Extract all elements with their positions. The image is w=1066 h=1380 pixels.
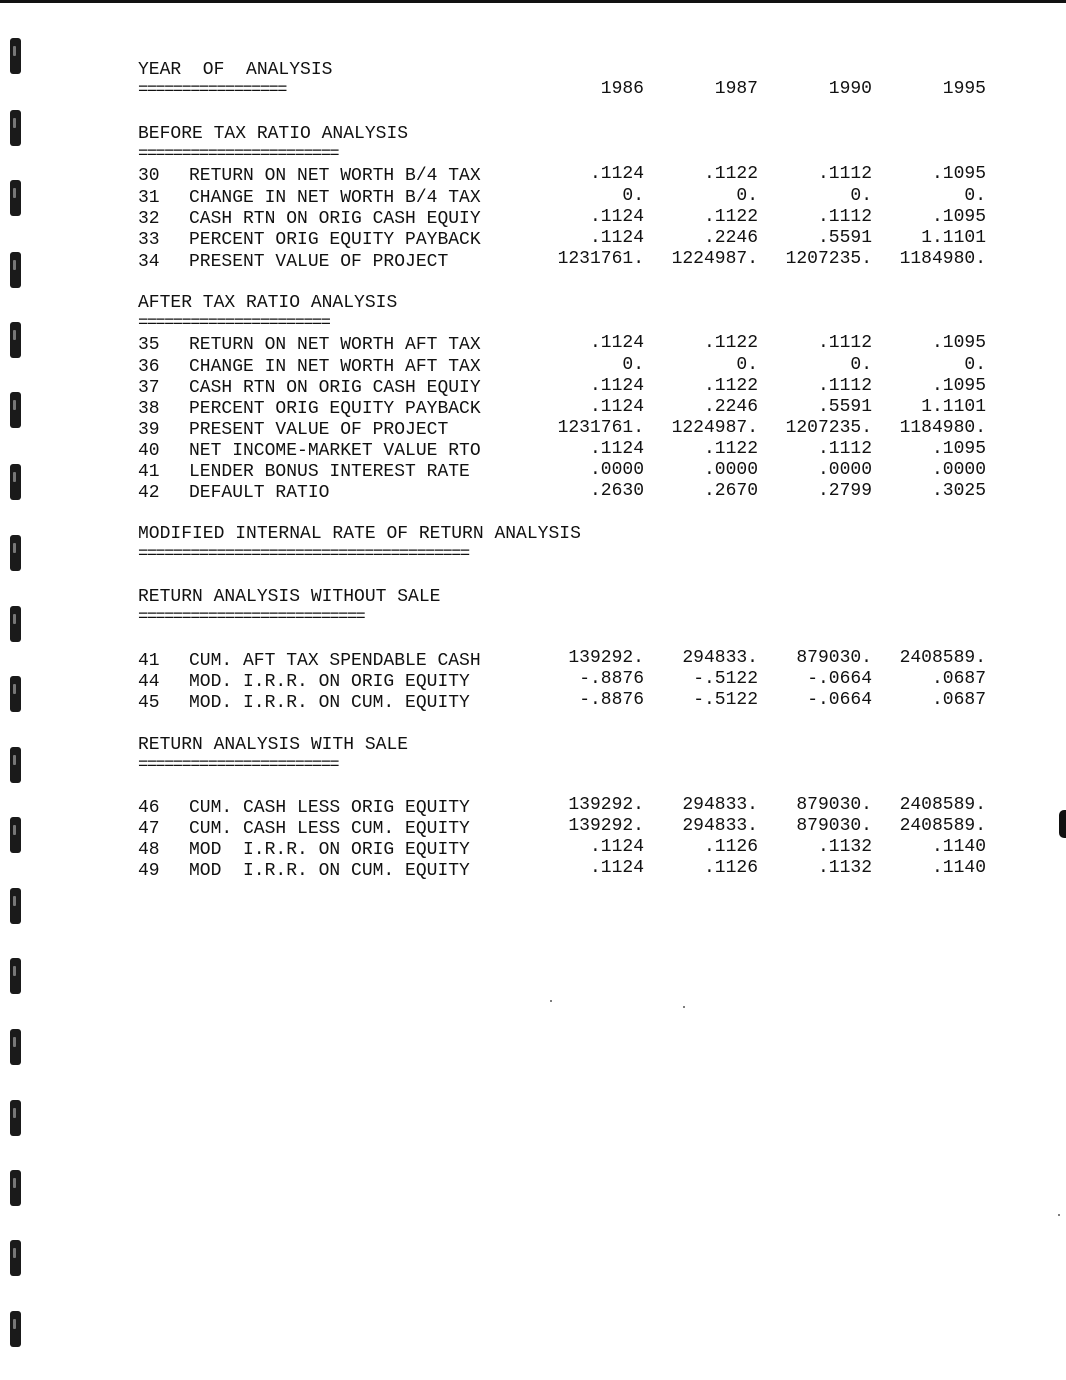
row-label: DEFAULT RATIO — [189, 483, 330, 503]
row-number: 46 — [138, 798, 160, 818]
row-value: .1124 — [589, 376, 644, 396]
row-number: 41 — [138, 651, 160, 671]
row-value: 1207235. — [785, 418, 872, 438]
row-value: 294833. — [682, 816, 758, 836]
row-value: .1112 — [817, 439, 872, 459]
row-value: .0000 — [931, 460, 986, 480]
row-number: 30 — [138, 166, 160, 186]
section-title: RETURN ANALYSIS WITHOUT SALE — [138, 587, 441, 607]
row-value: 1184980. — [899, 418, 986, 438]
row-value: .1124 — [589, 837, 644, 857]
row-value: .1126 — [703, 858, 758, 878]
row-value: -.5122 — [693, 690, 758, 710]
section-rule: ====================== — [138, 314, 330, 333]
row-value: -.0664 — [807, 690, 872, 710]
row-label: CASH RTN ON ORIG CASH EQUIY — [189, 378, 481, 398]
section-rule: ========================== — [138, 608, 365, 627]
row-value: .1124 — [589, 333, 644, 353]
row-value: .5591 — [817, 228, 872, 248]
binder-hole — [10, 817, 21, 853]
row-value: .2670 — [703, 481, 758, 501]
binder-hole — [10, 1029, 21, 1065]
row-label: PRESENT VALUE OF PROJECT — [189, 252, 449, 272]
row-label: PERCENT ORIG EQUITY PAYBACK — [189, 230, 481, 250]
row-value: .1112 — [817, 164, 872, 184]
binder-hole — [10, 676, 21, 712]
binder-hole — [10, 110, 21, 146]
row-label: MOD. I.R.R. ON ORIG EQUITY — [189, 672, 470, 692]
row-value: .2246 — [703, 228, 758, 248]
row-value: 1.1101 — [921, 228, 986, 248]
row-number: 32 — [138, 209, 160, 229]
row-value: .1095 — [931, 333, 986, 353]
row-label: CHANGE IN NET WORTH B/4 TAX — [189, 188, 481, 208]
row-value: .1122 — [703, 333, 758, 353]
row-value: 1.1101 — [921, 397, 986, 417]
report-title: YEAR OF ANALYSIS — [138, 60, 333, 80]
row-label: LENDER BONUS INTEREST RATE — [189, 462, 470, 482]
row-value: 879030. — [796, 816, 872, 836]
row-value: .1132 — [817, 858, 872, 878]
row-value: 2408589. — [899, 648, 986, 668]
row-value: .5591 — [817, 397, 872, 417]
row-value: 0. — [964, 355, 986, 375]
row-label: CUM. CASH LESS CUM. EQUITY — [189, 819, 470, 839]
row-value: 1224987. — [671, 418, 758, 438]
row-number: 31 — [138, 188, 160, 208]
row-value: 0. — [736, 186, 758, 206]
binder-hole — [10, 252, 21, 288]
row-value: .0687 — [931, 690, 986, 710]
row-number: 35 — [138, 335, 160, 355]
row-label: NET INCOME-MARKET VALUE RTO — [189, 441, 481, 461]
row-number: 36 — [138, 357, 160, 377]
row-label: CHANGE IN NET WORTH AFT TAX — [189, 357, 481, 377]
row-number: 33 — [138, 230, 160, 250]
row-value: 294833. — [682, 648, 758, 668]
title-rule: ================= — [138, 81, 286, 100]
row-value: .1124 — [589, 164, 644, 184]
row-value: 0. — [964, 186, 986, 206]
row-value: 0. — [622, 186, 644, 206]
binder-hole — [10, 747, 21, 783]
row-number: 37 — [138, 378, 160, 398]
section-title: MODIFIED INTERNAL RATE OF RETURN ANALYSIS — [138, 524, 581, 544]
binder-hole — [10, 180, 21, 216]
row-value: .1095 — [931, 207, 986, 227]
row-value: .0000 — [817, 460, 872, 480]
row-value: -.8876 — [579, 690, 644, 710]
row-value: -.5122 — [693, 669, 758, 689]
row-value: .1095 — [931, 376, 986, 396]
row-value: .1122 — [703, 376, 758, 396]
row-number: 42 — [138, 483, 160, 503]
row-label: MOD I.R.R. ON ORIG EQUITY — [189, 840, 470, 860]
row-value: 0. — [850, 355, 872, 375]
page-top-edge — [0, 0, 1066, 3]
binder-hole — [10, 1170, 21, 1206]
section-title: RETURN ANALYSIS WITH SALE — [138, 735, 409, 755]
row-value: .1124 — [589, 228, 644, 248]
row-value: .1095 — [931, 439, 986, 459]
row-label: CUM. AFT TAX SPENDABLE CASH — [189, 651, 481, 671]
row-value: 879030. — [796, 795, 872, 815]
row-value: 1231761. — [557, 418, 644, 438]
row-value: .1122 — [703, 164, 758, 184]
row-label: PRESENT VALUE OF PROJECT — [189, 420, 449, 440]
row-value: 0. — [736, 355, 758, 375]
binder-hole — [10, 392, 21, 428]
row-value: .3025 — [931, 481, 986, 501]
binder-hole — [10, 606, 21, 642]
row-number: 45 — [138, 693, 160, 713]
section-title: AFTER TAX RATIO ANALYSIS — [138, 293, 398, 313]
year-header: 1990 — [828, 79, 872, 99]
row-value: .1122 — [703, 207, 758, 227]
row-value: 2408589. — [899, 795, 986, 815]
row-value: .1124 — [589, 207, 644, 227]
row-value: .0000 — [703, 460, 758, 480]
row-value: .1140 — [931, 837, 986, 857]
row-value: 139292. — [568, 648, 644, 668]
row-value: .1124 — [589, 858, 644, 878]
speck — [683, 1006, 685, 1008]
row-number: 40 — [138, 441, 160, 461]
row-number: 48 — [138, 840, 160, 860]
row-value: .2799 — [817, 481, 872, 501]
row-value: 294833. — [682, 795, 758, 815]
row-value: .1132 — [817, 837, 872, 857]
row-value: 1224987. — [671, 249, 758, 269]
row-label: CASH RTN ON ORIG CASH EQUIY — [189, 209, 481, 229]
row-number: 34 — [138, 252, 160, 272]
row-number: 38 — [138, 399, 160, 419]
row-number: 47 — [138, 819, 160, 839]
row-value: .1126 — [703, 837, 758, 857]
binder-hole — [10, 1100, 21, 1136]
section-rule: ======================= — [138, 756, 339, 775]
row-label: PERCENT ORIG EQUITY PAYBACK — [189, 399, 481, 419]
section-rule: ======================= — [138, 145, 339, 164]
row-label: MOD I.R.R. ON CUM. EQUITY — [189, 861, 470, 881]
section-title: BEFORE TAX RATIO ANALYSIS — [138, 124, 409, 144]
binder-hole — [10, 888, 21, 924]
row-value: .1122 — [703, 439, 758, 459]
row-value: 0. — [622, 355, 644, 375]
row-label: RETURN ON NET WORTH B/4 TAX — [189, 166, 481, 186]
row-number: 49 — [138, 861, 160, 881]
row-value: 0. — [850, 186, 872, 206]
row-value: .1095 — [931, 164, 986, 184]
row-value: 139292. — [568, 816, 644, 836]
row-value: 879030. — [796, 648, 872, 668]
row-value: .1140 — [931, 858, 986, 878]
row-value: .1112 — [817, 333, 872, 353]
binder-hole — [10, 958, 21, 994]
section-rule: ====================================== — [138, 545, 469, 564]
row-value: .2246 — [703, 397, 758, 417]
row-value: .1124 — [589, 439, 644, 459]
year-header: 1987 — [714, 79, 758, 99]
year-header: 1995 — [942, 79, 986, 99]
row-value: .1112 — [817, 376, 872, 396]
row-number: 41 — [138, 462, 160, 482]
year-header: 1986 — [600, 79, 644, 99]
binder-hole — [10, 38, 21, 74]
row-value: .0000 — [589, 460, 644, 480]
row-label: MOD. I.R.R. ON CUM. EQUITY — [189, 693, 470, 713]
row-number: 39 — [138, 420, 160, 440]
speck — [1058, 1214, 1060, 1216]
row-number: 44 — [138, 672, 160, 692]
row-value: 139292. — [568, 795, 644, 815]
row-value: 2408589. — [899, 816, 986, 836]
row-value: 1184980. — [899, 249, 986, 269]
row-label: RETURN ON NET WORTH AFT TAX — [189, 335, 481, 355]
row-value: .2630 — [589, 481, 644, 501]
binder-hole — [10, 1240, 21, 1276]
binder-hole — [10, 464, 21, 500]
row-value: -.0664 — [807, 669, 872, 689]
binder-hole — [10, 535, 21, 571]
row-value: 1207235. — [785, 249, 872, 269]
row-value: .1112 — [817, 207, 872, 227]
row-value: 1231761. — [557, 249, 644, 269]
speck — [550, 1000, 552, 1002]
row-value: .1124 — [589, 397, 644, 417]
page-edge-mark — [1059, 810, 1066, 838]
row-value: -.8876 — [579, 669, 644, 689]
binder-hole — [10, 322, 21, 358]
row-label: CUM. CASH LESS ORIG EQUITY — [189, 798, 470, 818]
row-value: .0687 — [931, 669, 986, 689]
binder-hole — [10, 1311, 21, 1347]
